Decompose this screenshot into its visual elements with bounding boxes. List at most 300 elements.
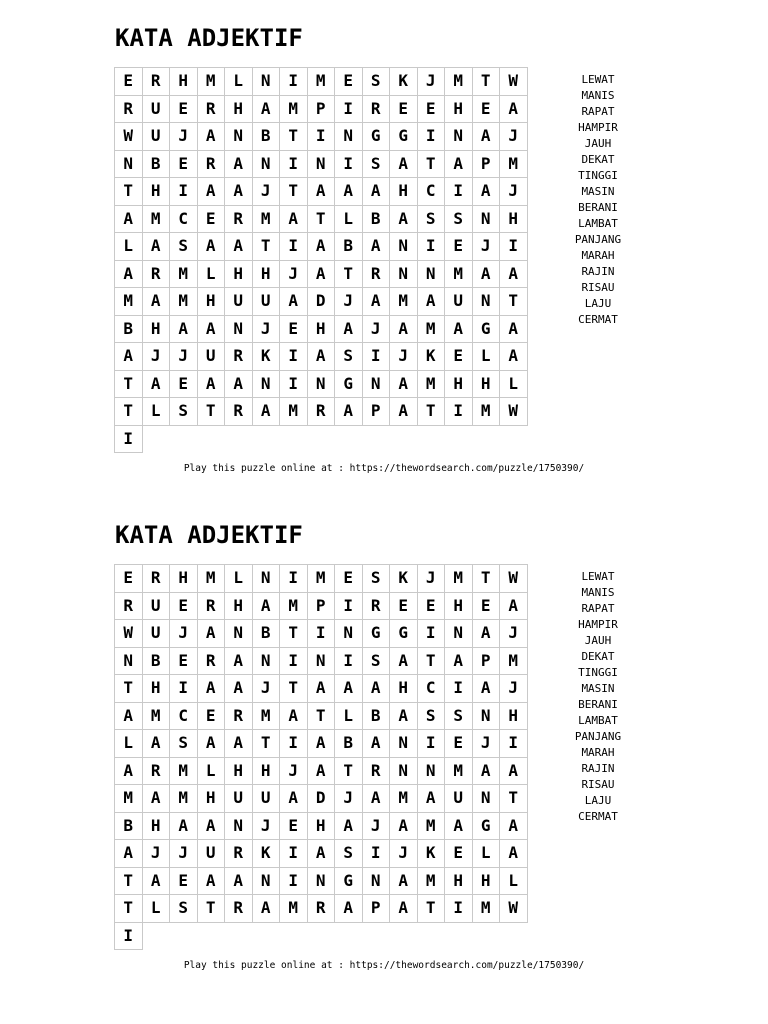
grid-cell: A <box>253 96 281 124</box>
grid-cell: I <box>280 868 308 896</box>
grid-cell: H <box>253 261 281 289</box>
grid-cell: T <box>418 151 446 179</box>
grid-cell: J <box>253 813 281 841</box>
grid-cell: E <box>170 648 198 676</box>
grid-cell: R <box>143 758 171 786</box>
grid-cell: N <box>335 123 363 151</box>
grid-cell: E <box>170 593 198 621</box>
grid-cell: I <box>445 398 473 426</box>
grid-cell: A <box>198 675 226 703</box>
grid-cell: N <box>308 868 336 896</box>
grid-cell: J <box>170 620 198 648</box>
grid-cell: U <box>143 620 171 648</box>
grid-cell: I <box>280 233 308 261</box>
grid-cell: E <box>390 593 418 621</box>
grid-cell: M <box>473 895 501 923</box>
word-list-item: MANIS <box>581 586 615 599</box>
grid-cell: H <box>198 785 226 813</box>
grid-cell: A <box>363 233 391 261</box>
grid-cell: G <box>390 123 418 151</box>
grid-cell: E <box>198 703 226 731</box>
grid-cell: N <box>363 371 391 399</box>
grid-cell: S <box>363 68 391 96</box>
grid-cell: A <box>445 648 473 676</box>
grid-cell: A <box>170 813 198 841</box>
word-list-item: BERANI <box>578 698 618 711</box>
grid-cell: N <box>390 233 418 261</box>
grid-cell: A <box>473 758 501 786</box>
grid-cell: E <box>445 343 473 371</box>
grid-cell: A <box>308 178 336 206</box>
grid-cell: S <box>335 343 363 371</box>
grid-cell: A <box>390 371 418 399</box>
grid-cell: A <box>198 730 226 758</box>
grid-cell: G <box>473 813 501 841</box>
grid-cell: D <box>308 288 336 316</box>
grid-cell: N <box>473 206 501 234</box>
grid-cell: A <box>198 868 226 896</box>
grid-cell: N <box>418 758 446 786</box>
grid-cell: R <box>198 593 226 621</box>
word-list <box>560 72 636 328</box>
grid-cell: R <box>115 593 143 621</box>
grid-cell: I <box>418 730 446 758</box>
grid-cell: A <box>198 371 226 399</box>
grid-cell: B <box>363 206 391 234</box>
grid-cell: H <box>445 96 473 124</box>
grid-cell: A <box>225 730 253 758</box>
grid-cell: E <box>473 96 501 124</box>
grid-cell: L <box>115 233 143 261</box>
grid-cell: T <box>500 785 528 813</box>
word-list-item: LEWAT <box>581 570 615 583</box>
grid-cell: H <box>445 371 473 399</box>
grid-cell: M <box>198 68 226 96</box>
grid-cell: E <box>418 593 446 621</box>
grid-cell: N <box>418 261 446 289</box>
grid-cell: A <box>445 316 473 344</box>
grid-cell: L <box>143 398 171 426</box>
grid-cell: A <box>198 233 226 261</box>
grid-cell: S <box>445 703 473 731</box>
grid-cell: R <box>225 895 253 923</box>
grid-cell: A <box>225 151 253 179</box>
grid-cell: W <box>115 123 143 151</box>
grid-cell: P <box>308 96 336 124</box>
grid-cell: U <box>253 288 281 316</box>
grid-cell: B <box>115 813 143 841</box>
grid-cell: N <box>253 68 281 96</box>
grid-cell: A <box>198 316 226 344</box>
grid-cell: A <box>500 813 528 841</box>
grid-cell: R <box>225 703 253 731</box>
grid-cell: B <box>335 233 363 261</box>
word-search-puzzle <box>0 497 768 994</box>
grid-cell: A <box>473 123 501 151</box>
letter-grid <box>114 67 528 453</box>
word-list-item: RAJIN <box>581 762 615 775</box>
grid-cell: I <box>335 151 363 179</box>
grid-cell: U <box>198 840 226 868</box>
grid-cell: M <box>445 68 473 96</box>
grid-cell: L <box>225 68 253 96</box>
grid-cell: U <box>225 785 253 813</box>
grid-cell: K <box>418 840 446 868</box>
grid-cell: P <box>473 648 501 676</box>
grid-cell: I <box>500 730 528 758</box>
grid-cell: P <box>363 895 391 923</box>
word-list-item: LEWAT <box>581 73 615 86</box>
grid-cell: A <box>500 261 528 289</box>
grid-cell: I <box>500 233 528 261</box>
grid-cell: T <box>418 895 446 923</box>
grid-cell: M <box>418 371 446 399</box>
grid-cell: A <box>500 316 528 344</box>
grid-cell: T <box>115 398 143 426</box>
grid-cell: D <box>308 785 336 813</box>
word-list-item: MANIS <box>581 89 615 102</box>
grid-cell: B <box>363 703 391 731</box>
grid-cell: T <box>418 648 446 676</box>
grid-cell: N <box>473 288 501 316</box>
grid-cell: J <box>253 675 281 703</box>
grid-cell: R <box>308 398 336 426</box>
grid-cell: A <box>308 343 336 371</box>
grid-cell: J <box>280 758 308 786</box>
grid-cell: P <box>363 398 391 426</box>
grid-cell: J <box>170 840 198 868</box>
word-list-item: LAMBAT <box>578 714 618 727</box>
grid-cell: E <box>170 96 198 124</box>
grid-cell: A <box>335 813 363 841</box>
grid-cell: J <box>335 288 363 316</box>
grid-cell: J <box>500 675 528 703</box>
grid-cell: W <box>500 565 528 593</box>
word-list <box>560 569 636 825</box>
grid-cell: A <box>280 703 308 731</box>
grid-cell: N <box>225 813 253 841</box>
grid-cell: A <box>308 261 336 289</box>
grid-cell: S <box>363 648 391 676</box>
grid-cell: G <box>335 868 363 896</box>
grid-cell: E <box>335 68 363 96</box>
grid-cell: N <box>225 316 253 344</box>
grid-cell: E <box>170 371 198 399</box>
word-list-item: TINGGI <box>578 666 618 679</box>
grid-cell: A <box>473 675 501 703</box>
grid-cell: L <box>198 261 226 289</box>
grid-cell: H <box>445 868 473 896</box>
grid-cell: I <box>445 675 473 703</box>
grid-cell: A <box>225 675 253 703</box>
grid-cell: H <box>390 178 418 206</box>
grid-cell: N <box>390 261 418 289</box>
grid-cell: M <box>445 261 473 289</box>
puzzle-footer-link-text: Play this puzzle online at : https://thewordsearch.com/puzzle/1750390/ <box>183 463 585 474</box>
grid-cell: M <box>445 565 473 593</box>
grid-cell: J <box>363 316 391 344</box>
grid-cell: I <box>418 620 446 648</box>
grid-cell: R <box>225 840 253 868</box>
grid-cell: T <box>308 703 336 731</box>
grid-cell: I <box>115 923 143 951</box>
grid-cell: T <box>115 868 143 896</box>
grid-cell: J <box>473 233 501 261</box>
word-list-item: DEKAT <box>581 650 615 663</box>
grid-cell: A <box>115 703 143 731</box>
word-list-item: HAMPIR <box>578 121 618 134</box>
word-list-item: LAMBAT <box>578 217 618 230</box>
grid-cell: U <box>143 96 171 124</box>
grid-cell: T <box>115 675 143 703</box>
grid-cell: I <box>363 840 391 868</box>
grid-cell: H <box>390 675 418 703</box>
grid-cell: N <box>253 371 281 399</box>
grid-cell: A <box>308 730 336 758</box>
word-list-item: TINGGI <box>578 169 618 182</box>
grid-cell: M <box>280 593 308 621</box>
grid-cell: H <box>225 758 253 786</box>
grid-cell: N <box>473 785 501 813</box>
grid-cell: A <box>335 675 363 703</box>
grid-cell: A <box>115 840 143 868</box>
grid-cell: S <box>335 840 363 868</box>
grid-cell: I <box>170 178 198 206</box>
grid-cell: M <box>500 151 528 179</box>
grid-cell: N <box>308 371 336 399</box>
grid-cell: R <box>363 96 391 124</box>
grid-cell: I <box>418 233 446 261</box>
grid-cell: A <box>363 785 391 813</box>
grid-cell: M <box>418 316 446 344</box>
grid-cell: H <box>225 593 253 621</box>
grid-cell: S <box>418 206 446 234</box>
grid-cell: I <box>115 426 143 454</box>
grid-cell: A <box>143 371 171 399</box>
grid-cell: M <box>170 785 198 813</box>
grid-cell: L <box>198 758 226 786</box>
grid-cell: R <box>198 151 226 179</box>
grid-cell: E <box>335 565 363 593</box>
grid-cell: N <box>253 868 281 896</box>
grid-cell: E <box>170 151 198 179</box>
grid-cell: W <box>500 895 528 923</box>
grid-cell: J <box>170 343 198 371</box>
grid-cell: A <box>115 261 143 289</box>
grid-cell: I <box>280 68 308 96</box>
grid-cell: R <box>363 593 391 621</box>
grid-cell: B <box>335 730 363 758</box>
grid-cell: L <box>473 840 501 868</box>
grid-cell: E <box>170 868 198 896</box>
grid-cell: A <box>335 316 363 344</box>
word-list-item: MASIN <box>581 682 615 695</box>
grid-cell: H <box>445 593 473 621</box>
grid-cell: T <box>198 895 226 923</box>
grid-cell: R <box>225 206 253 234</box>
word-list-item: RAPAT <box>581 105 615 118</box>
grid-cell: M <box>143 703 171 731</box>
grid-cell: M <box>115 288 143 316</box>
grid-cell: M <box>170 758 198 786</box>
grid-cell: T <box>335 758 363 786</box>
grid-cell: A <box>363 178 391 206</box>
grid-cell: A <box>253 593 281 621</box>
word-list-item: JAUH <box>584 137 612 150</box>
grid-cell: A <box>198 620 226 648</box>
grid-cell: H <box>308 316 336 344</box>
grid-cell: A <box>115 758 143 786</box>
grid-cell: K <box>253 343 281 371</box>
grid-cell: M <box>500 648 528 676</box>
word-list-item: CERMAT <box>578 313 618 326</box>
grid-cell: A <box>390 813 418 841</box>
grid-cell: E <box>445 840 473 868</box>
grid-cell: N <box>308 648 336 676</box>
grid-cell: A <box>335 398 363 426</box>
grid-cell: T <box>473 68 501 96</box>
grid-cell: I <box>335 96 363 124</box>
grid-cell: A <box>390 398 418 426</box>
grid-cell: S <box>418 703 446 731</box>
grid-cell: M <box>473 398 501 426</box>
grid-cell: L <box>335 703 363 731</box>
grid-cell: T <box>198 398 226 426</box>
grid-cell: A <box>308 758 336 786</box>
grid-cell: A <box>198 123 226 151</box>
grid-cell: A <box>390 151 418 179</box>
grid-cell: H <box>143 675 171 703</box>
grid-cell: T <box>115 178 143 206</box>
grid-cell: M <box>418 868 446 896</box>
grid-cell: K <box>253 840 281 868</box>
grid-cell: A <box>363 730 391 758</box>
word-list-item: DEKAT <box>581 153 615 166</box>
grid-cell: U <box>143 123 171 151</box>
grid-cell: R <box>363 261 391 289</box>
grid-cell: M <box>280 895 308 923</box>
grid-cell: A <box>473 261 501 289</box>
grid-cell: H <box>225 96 253 124</box>
grid-cell: I <box>445 178 473 206</box>
grid-cell: A <box>363 288 391 316</box>
grid-cell: M <box>198 565 226 593</box>
grid-cell: L <box>225 565 253 593</box>
grid-cell: I <box>280 343 308 371</box>
grid-cell: I <box>308 620 336 648</box>
grid-cell: A <box>253 895 281 923</box>
grid-cell: J <box>390 840 418 868</box>
grid-cell: N <box>115 648 143 676</box>
grid-cell: A <box>473 620 501 648</box>
grid-cell: A <box>390 316 418 344</box>
grid-cell: A <box>225 648 253 676</box>
grid-cell: H <box>170 68 198 96</box>
grid-cell: L <box>500 868 528 896</box>
grid-cell: I <box>418 123 446 151</box>
grid-cell: I <box>280 730 308 758</box>
grid-cell: M <box>390 785 418 813</box>
grid-cell: N <box>445 620 473 648</box>
grid-cell: H <box>500 206 528 234</box>
grid-cell: R <box>143 261 171 289</box>
grid-cell: A <box>280 288 308 316</box>
grid-cell: J <box>253 178 281 206</box>
grid-cell: M <box>253 206 281 234</box>
grid-cell: S <box>170 398 198 426</box>
word-list-item: JAUH <box>584 634 612 647</box>
grid-cell: M <box>308 68 336 96</box>
grid-cell: M <box>253 703 281 731</box>
grid-cell: T <box>500 288 528 316</box>
grid-cell: J <box>253 316 281 344</box>
word-list-item: PANJANG <box>574 730 622 743</box>
grid-cell: J <box>500 178 528 206</box>
grid-cell: A <box>170 316 198 344</box>
grid-cell: A <box>418 288 446 316</box>
word-list-item: RISAU <box>581 778 615 791</box>
grid-cell: T <box>473 565 501 593</box>
grid-cell: M <box>280 398 308 426</box>
grid-cell: A <box>445 151 473 179</box>
grid-cell: A <box>225 868 253 896</box>
grid-cell: I <box>280 840 308 868</box>
grid-cell: A <box>390 703 418 731</box>
grid-cell: R <box>198 648 226 676</box>
grid-cell: M <box>390 288 418 316</box>
grid-cell: A <box>225 233 253 261</box>
grid-cell: A <box>335 178 363 206</box>
grid-cell: A <box>143 730 171 758</box>
grid-cell: T <box>280 178 308 206</box>
grid-cell: A <box>418 785 446 813</box>
grid-cell: R <box>363 758 391 786</box>
grid-cell: N <box>308 151 336 179</box>
grid-cell: W <box>500 68 528 96</box>
grid-cell: N <box>225 123 253 151</box>
grid-cell: B <box>143 648 171 676</box>
word-list-item: CERMAT <box>578 810 618 823</box>
grid-cell: A <box>390 648 418 676</box>
grid-cell: H <box>473 371 501 399</box>
grid-cell: E <box>473 593 501 621</box>
grid-cell: A <box>308 675 336 703</box>
grid-cell: J <box>500 620 528 648</box>
grid-cell: E <box>280 813 308 841</box>
grid-cell: S <box>363 151 391 179</box>
grid-cell: S <box>170 730 198 758</box>
grid-cell: R <box>308 895 336 923</box>
grid-cell: A <box>280 785 308 813</box>
grid-cell: L <box>473 343 501 371</box>
grid-cell: T <box>308 206 336 234</box>
grid-cell: H <box>473 868 501 896</box>
grid-cell: R <box>225 398 253 426</box>
grid-cell: E <box>198 206 226 234</box>
grid-cell: A <box>225 371 253 399</box>
grid-cell: A <box>225 178 253 206</box>
grid-cell: I <box>335 648 363 676</box>
grid-cell: A <box>198 178 226 206</box>
grid-cell: N <box>253 648 281 676</box>
grid-cell: H <box>170 565 198 593</box>
grid-cell: L <box>143 895 171 923</box>
grid-cell: I <box>445 895 473 923</box>
grid-cell: B <box>253 123 281 151</box>
grid-cell: J <box>418 565 446 593</box>
grid-cell: W <box>500 398 528 426</box>
grid-cell: N <box>335 620 363 648</box>
